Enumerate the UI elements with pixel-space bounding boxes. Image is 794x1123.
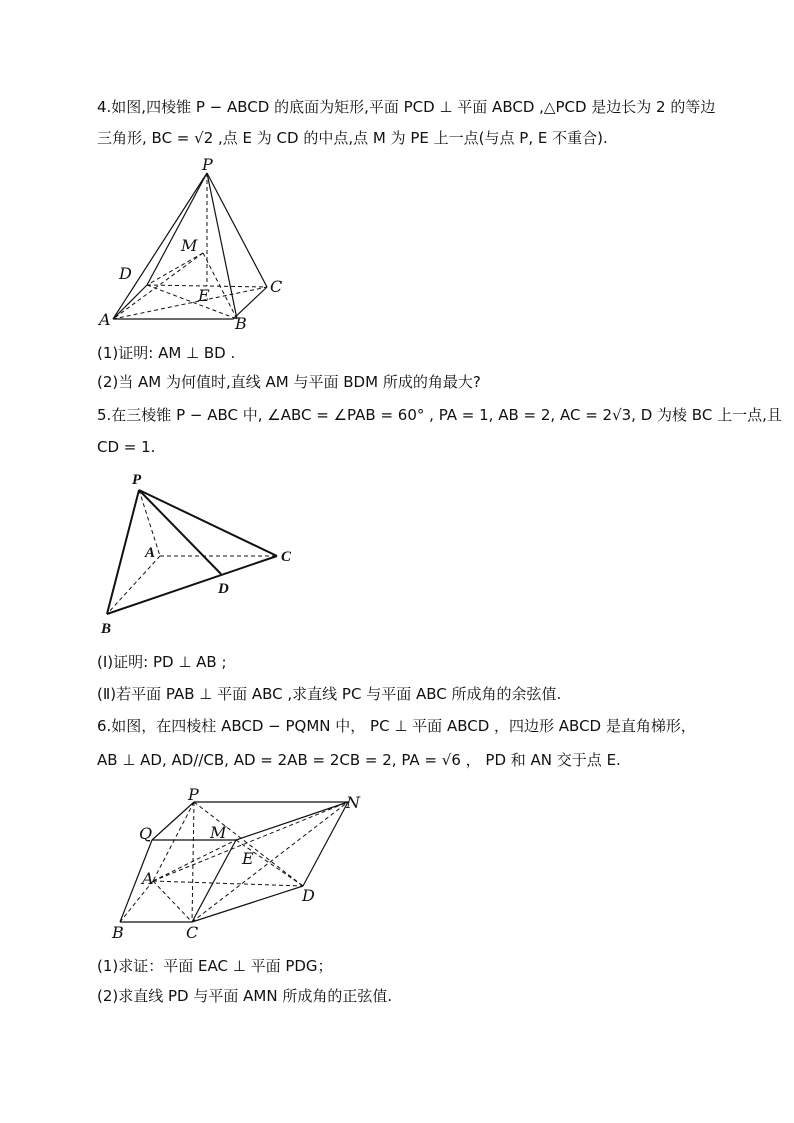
- problem-6-part-2: (2)求直线 PD 与平面 AMN 所成角的正弦值.: [97, 987, 393, 1005]
- fig6-label-q: Q: [139, 824, 153, 843]
- fig6-label-p: P: [188, 785, 199, 804]
- figure-prism-abcd-pqmn: [108, 785, 368, 948]
- fig5-label-p: P: [132, 472, 142, 488]
- fig4-label-d: D: [119, 264, 132, 283]
- fig4-label-m: M: [181, 236, 198, 255]
- fig6-label-n: N: [346, 793, 360, 812]
- problem-5-line-2: CD = 1.: [97, 438, 156, 456]
- fig4-label-b: B: [235, 314, 247, 333]
- fig6-label-a: A: [142, 869, 154, 888]
- problem-4-line-1: 4.如图,四棱锥 P − ABCD 的底面为矩形,平面 PCD ⊥ 平面 ABCD ,△PCD 是边长为 2 的等边: [97, 98, 716, 116]
- problem-4-line-2: 三角形, BC = √2 ,点 E 为 CD 的中点,点 M 为 PE 上一点(与点 P, E 不重合).: [97, 129, 608, 147]
- fig4-label-p: P: [202, 155, 213, 174]
- fig6-label-m: M: [210, 823, 227, 842]
- problem-4-part-2: (2)当 AM 为何值时,直线 AM 与平面 BDM 所成的角最大?: [97, 373, 481, 391]
- fig4-label-c: C: [270, 277, 283, 296]
- fig4-label-a: A: [99, 310, 111, 329]
- figure-tetrahedron-p-abc: [95, 466, 305, 641]
- problem-5-line-1: 5.在三棱锥 P − ABC 中, ∠ABC = ∠PAB = 60° , PA = 1, AB = 2, AC = 2√3, D 为棱 BC 上一点,且: [97, 406, 782, 424]
- fig4-label-e: E: [198, 286, 210, 305]
- fig6-label-d: D: [302, 886, 315, 905]
- problem-5-part-2: (Ⅱ)若平面 PAB ⊥ 平面 ABC ,求直线 PC 与平面 ABC 所成角的余弦值.: [97, 685, 562, 703]
- problem-6-line-2: AB ⊥ AD, AD//CB, AD = 2AB = 2CB = 2, PA = √6 ， PD 和 AN 交于点 E.: [97, 751, 621, 769]
- fig5-label-c: C: [281, 549, 292, 565]
- fig5-label-a: A: [145, 545, 156, 561]
- problem-6-part-1: (1)求证：平面 EAC ⊥ 平面 PDG；: [97, 957, 333, 975]
- fig6-label-b: B: [112, 923, 124, 942]
- fig6-label-c: C: [186, 923, 199, 942]
- figure-pyramid-p-abcd: [95, 155, 295, 335]
- fig5-label-d: D: [218, 581, 229, 597]
- fig5-label-b: B: [101, 621, 112, 637]
- problem-6-line-1: 6.如图，在四棱柱 ABCD − PQMN 中， PC ⊥ 平面 ABCD ，四边形 ABCD 是直角梯形，: [97, 717, 696, 735]
- problem-4-part-1: (1)证明: AM ⊥ BD .: [97, 344, 236, 362]
- fig6-label-e: E: [242, 849, 254, 868]
- problem-5-part-1: (Ⅰ)证明: PD ⊥ AB ;: [97, 653, 227, 671]
